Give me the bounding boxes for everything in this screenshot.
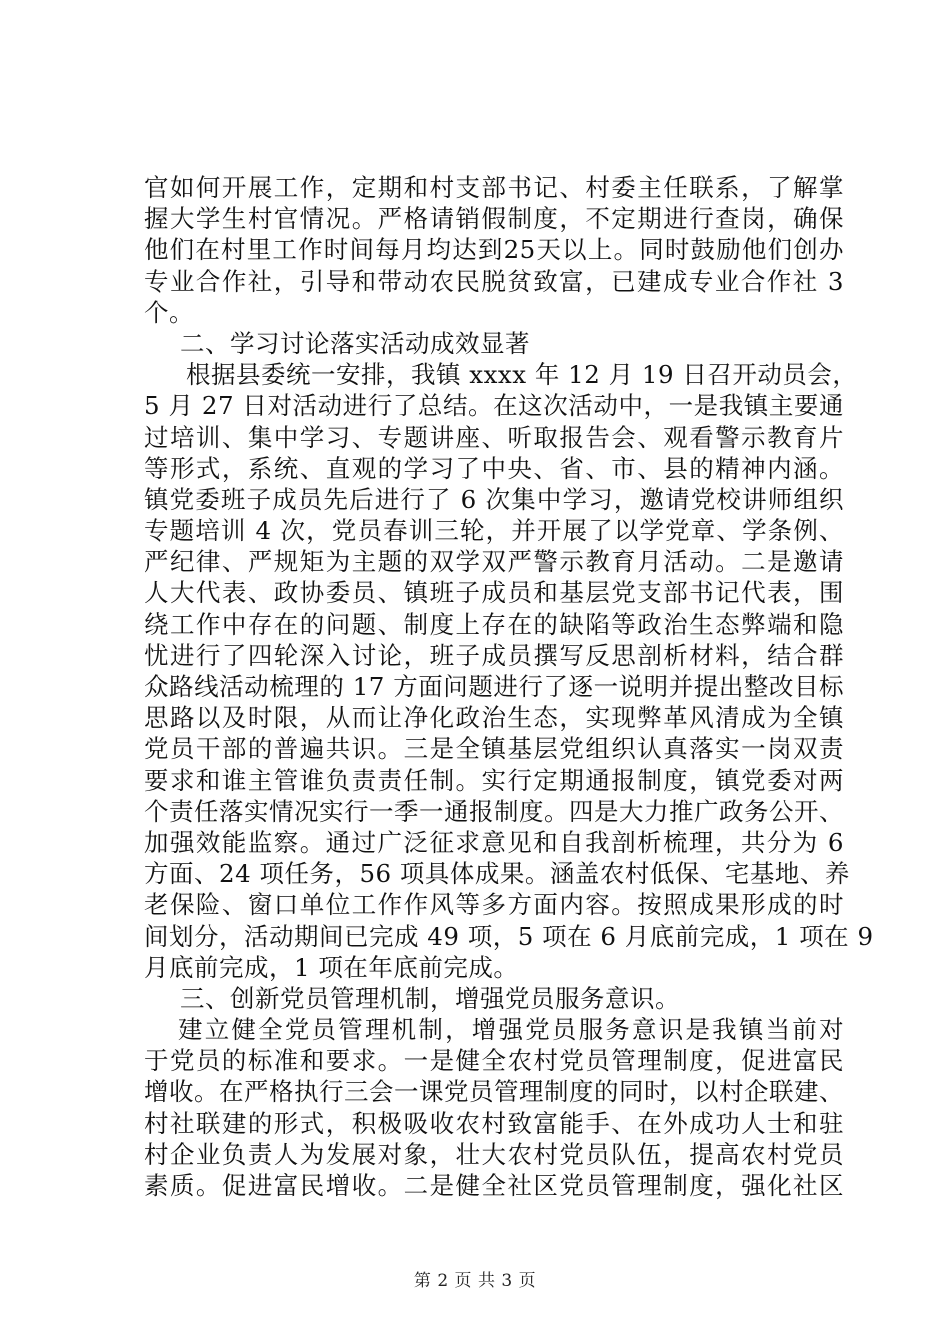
text-line: 他们在村里工作时间每月均达到25天以上。同时鼓励他们创办: [144, 235, 844, 265]
text-line: 众路线活动梳理的 17 方面问题进行了逐一说明并提出整改目标: [144, 672, 844, 701]
text-line: 建立健全党员管理机制，增强党员服务意识是我镇当前对: [178, 1015, 844, 1045]
text-line: 根据县委统一安排，我镇 xxxx 年 12 月 19 日召开动员会，: [186, 360, 858, 390]
text-line: 5 月 27 日对活动进行了总结。在这次活动中，一是我镇主要通: [144, 391, 844, 421]
text-line: 间划分，活动期间已完成 49 项，5 项在 6 月底前完成，1 项在 9: [144, 921, 874, 951]
text-line: 镇党委班子成员先后进行了 6 次集中学习，邀请党校讲师组织: [144, 484, 844, 514]
text-line: 官如何开展工作，定期和村支部书记、村委主任联系，了解掌: [144, 173, 844, 202]
text-line: 要求和谁主管谁负责责任制。实行定期通报制度，镇党委对两: [144, 765, 844, 795]
text-line: 老保险、窗口单位工作作风等多方面内容。按照成果形成的时: [144, 890, 844, 920]
text-line: 个。: [144, 297, 194, 327]
text-line: 党员干部的普遍共识。三是全镇基层党组织认真落实一岗双责: [144, 734, 844, 764]
text-line: 思路以及时限，从而让净化政治生态，实现弊革风清成为全镇: [144, 703, 844, 733]
text-line: 村企业负责人为发展对象，壮大农村党员队伍，提高农村党员: [144, 1139, 844, 1169]
text-line: 方面、24 项任务，56 项具体成果。涵盖农村低保、宅基地、养: [144, 859, 850, 889]
text-line: 村社联建的形式，积极吸收农村致富能手、在外成功人士和驻: [144, 1108, 844, 1138]
text-line: 等形式，系统、直观的学习了中央、省、市、县的精神内涵。: [144, 453, 844, 483]
text-line: 过培训、集中学习、专题讲座、听取报告会、观看警示教育片: [144, 422, 844, 452]
section-heading: 三、创新党员管理机制，增强党员服务意识。: [180, 983, 680, 1013]
text-line: 增收。在严格执行三会一课党员管理制度的同时，以村企联建、: [144, 1077, 844, 1107]
document-body: [144, 172, 874, 1201]
text-line: 于党员的标准和要求。一是健全农村党员管理制度，促进富民: [144, 1046, 844, 1076]
text-line: 握大学生村官情况。严格请销假制度，不定期进行查岗，确保: [144, 204, 844, 234]
text-line: 个责任落实情况实行一季一通报制度。四是大力推广政务公开、: [144, 796, 844, 826]
text-line: 忧进行了四轮深入讨论，班子成员撰写反思剖析材料，结合群: [144, 640, 844, 670]
text-line: 加强效能监察。通过广泛征求意见和自我剖析梳理，共分为 6: [144, 827, 844, 857]
text-line: 素质。促进富民增收。二是健全社区党员管理制度，强化社区: [144, 1171, 844, 1200]
section-heading: 二、学习讨论落实活动成效显著: [180, 328, 530, 358]
text-line: 专业合作社，引导和带动农民脱贫致富，已建成专业合作社 3: [144, 266, 844, 296]
text-line: 绕工作中存在的问题、制度上存在的缺陷等政治生态弊端和隐: [144, 609, 844, 639]
page-number-footer: 第 2 页 共 3 页: [413, 1271, 537, 1291]
text-line: 月底前完成，1 项在年底前完成。: [144, 952, 519, 982]
text-line: 专题培训 4 次，党员春训三轮，并开展了以学党章、学条例、: [144, 516, 844, 546]
text-line: 严纪律、严规矩为主题的双学双严警示教育月活动。二是邀请: [144, 547, 844, 577]
text-line: 人大代表、政协委员、镇班子成员和基层党支部书记代表，围: [144, 578, 844, 608]
